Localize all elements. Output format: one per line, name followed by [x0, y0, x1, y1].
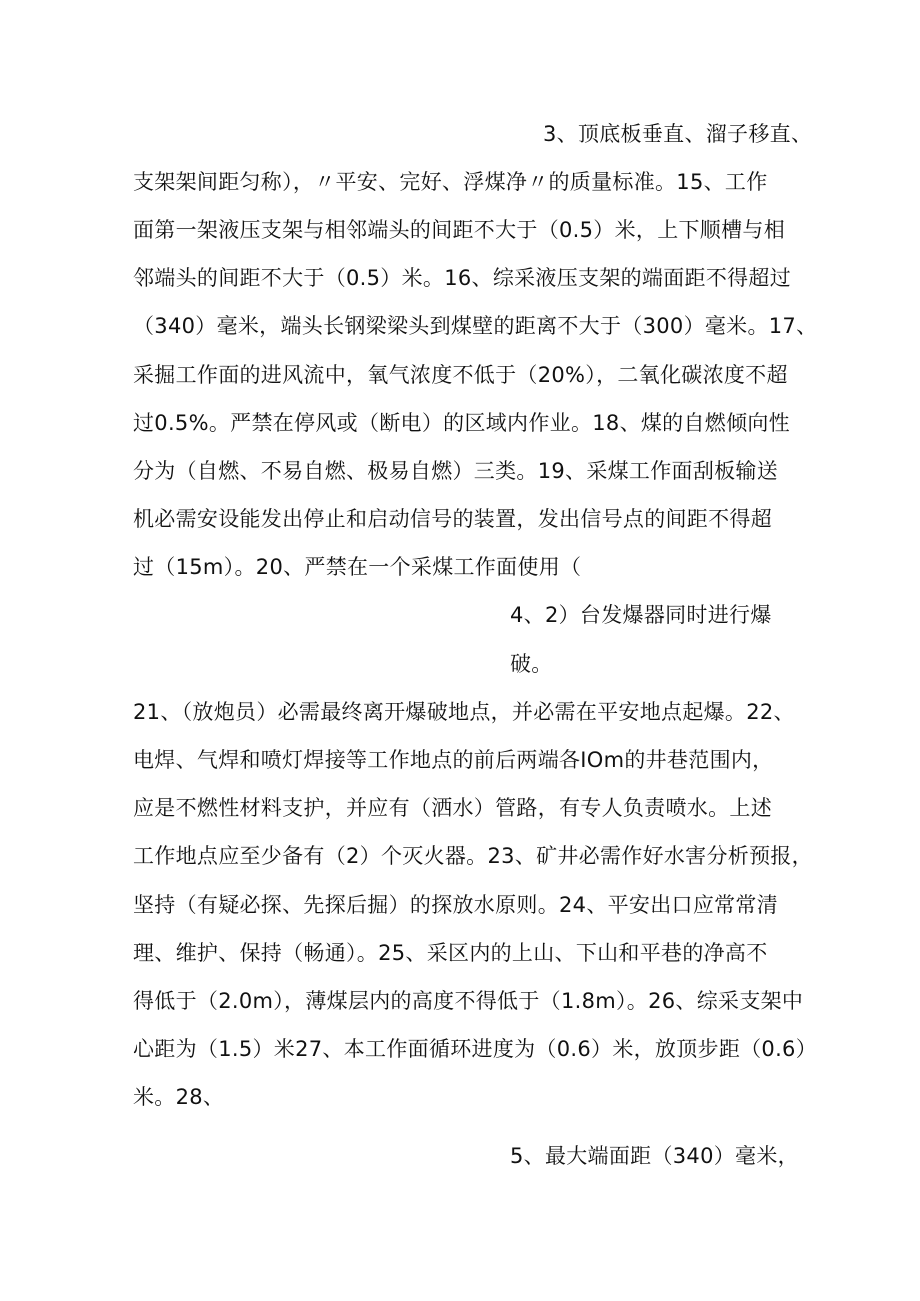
text-line-15: 应是不燃性材料支护，并应有（洒水）管路，有专人负责喷水。上述	[133, 796, 772, 820]
text-line-14: 电焊、气焊和喷灯焊接等工作地点的前后两端各IOm的井巷范围内，	[133, 748, 774, 772]
text-line-22: 5、最大端面距（340）毫米，	[510, 1144, 799, 1168]
text-line-1: 3、顶底板垂直、溜子移直、	[543, 122, 813, 146]
text-line-9: 机必需安设能发出停止和启动信号的装置，发出信号点的间距不得超	[133, 507, 772, 531]
text-line-16: 工作地点应至少备有（2）个灭火器。23、矿井必需作好水害分析预报，	[133, 844, 813, 868]
text-line-4: 邻端头的间距不大于（0.5）米。16、综采液压支架的端面距不得超过	[133, 266, 792, 290]
text-line-17: 坚持（有疑必探、先探后掘）的探放水原则。24、平安出口应常常清	[133, 893, 779, 917]
text-line-18: 理、维护、保持（畅通）。25、采区内的上山、下山和平巷的净高不	[133, 941, 768, 965]
text-line-12: 破。	[510, 652, 553, 676]
text-line-2: 支架架间距匀称），〃平安、完好、浮煤净〃的质量标准。15、工作	[133, 170, 768, 194]
text-line-11: 4、2）台发爆器同时进行爆	[510, 603, 772, 627]
text-line-13: 21、（放炮员）必需最终离开爆破地点，并必需在平安地点起爆。22、	[133, 700, 795, 724]
text-line-19: 得低于（2.0m），薄煤层内的高度不得低于（1.8m）。26、综采支架中	[133, 989, 804, 1013]
text-line-6: 采掘工作面的进风流中，氧气浓度不低于（20%），二氧化碳浓度不超	[133, 363, 788, 387]
text-line-3: 面第一架液压支架与相邻端头的间距不大于（0.5）米，上下顺槽与相	[133, 218, 785, 242]
text-line-7: 过0.5%。严禁在停风或（断电）的区域内作业。18、煤的自燃倾向性	[133, 411, 790, 435]
text-line-10: 过（15m）。20、严禁在一个采煤工作面使用（	[133, 555, 582, 579]
text-line-20: 心距为（1.5）米27、本工作面循环进度为（0.6）米，放顶步距（0.6）	[133, 1037, 818, 1061]
text-line-5: （340）毫米，端头长钢梁梁头到煤壁的距离不大于（300）毫米。17、	[133, 314, 818, 338]
text-line-21: 米。28、	[133, 1085, 225, 1109]
text-line-8: 分为（自燃、不易自燃、极易自燃）三类。19、采煤工作面刮板输送	[133, 459, 779, 483]
